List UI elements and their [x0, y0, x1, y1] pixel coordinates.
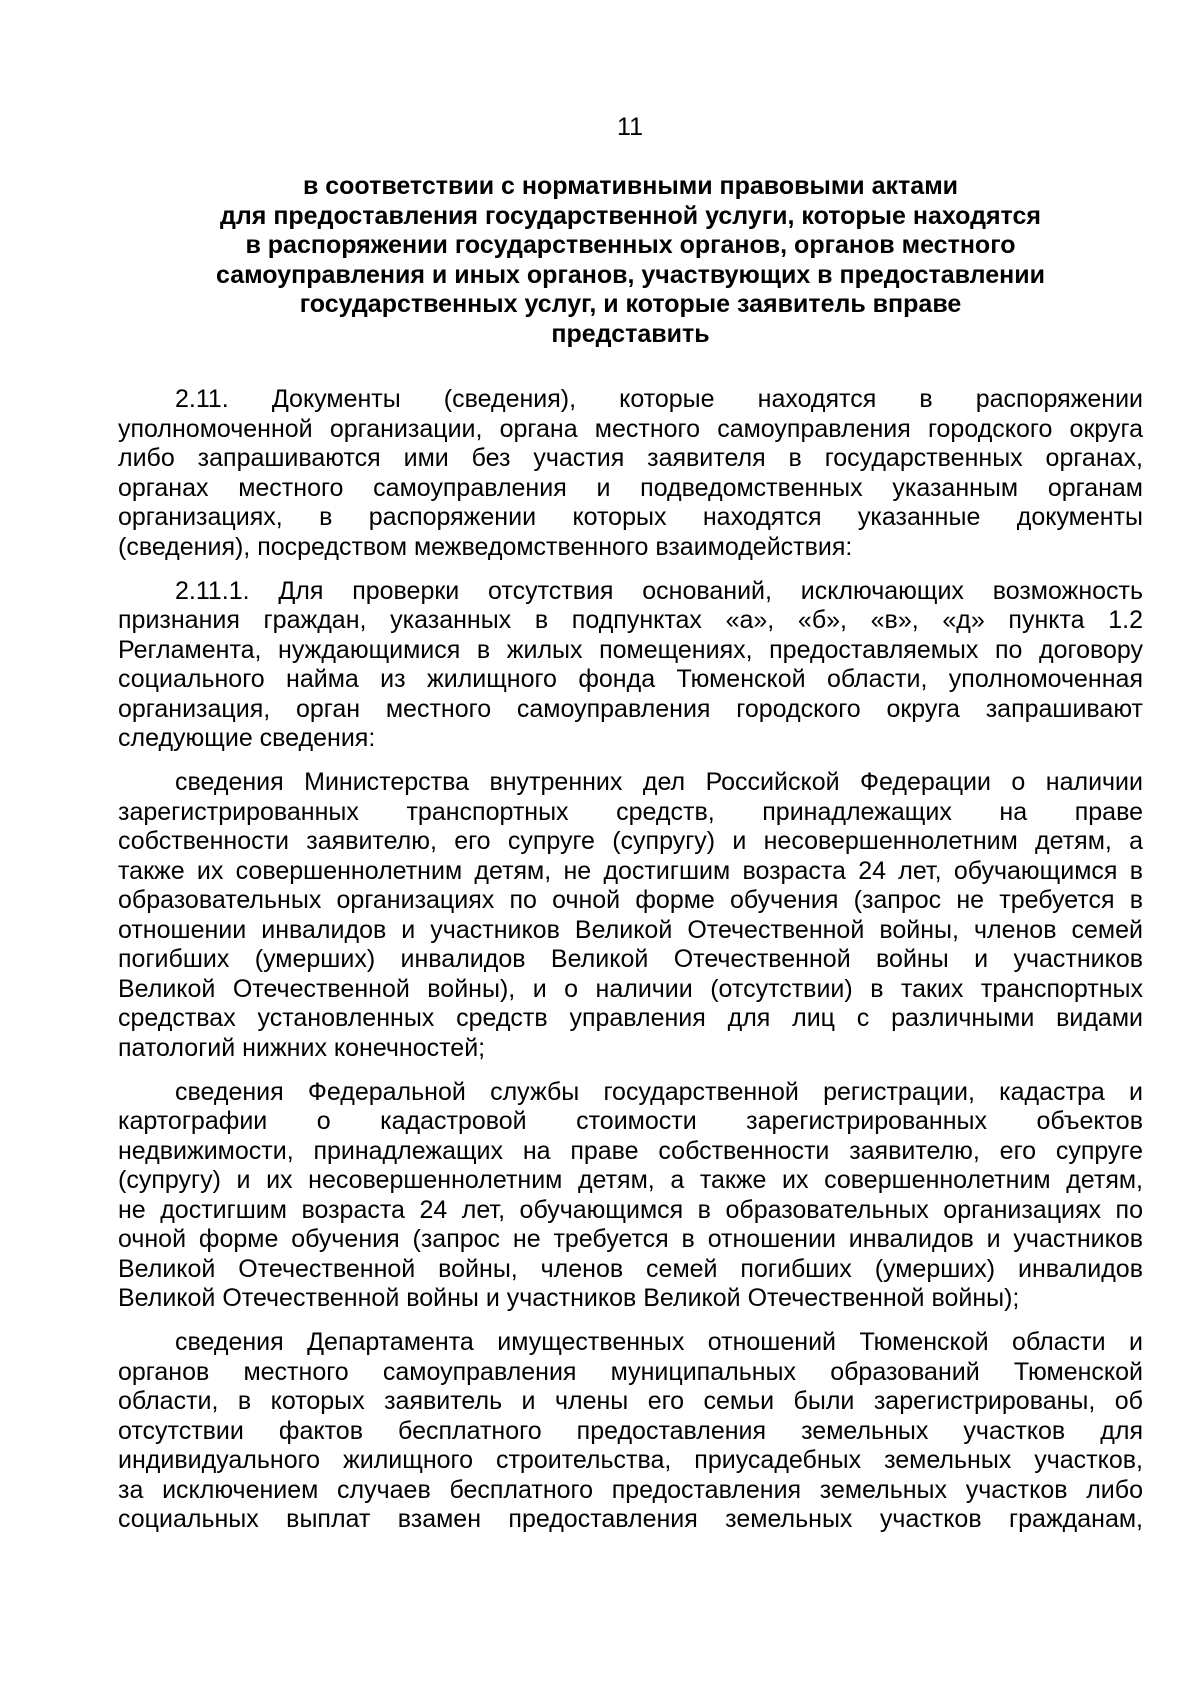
paragraph-line: Великой Отечественной войны, членов семей погибших (умерших) инвалидов	[118, 1254, 1143, 1283]
paragraph-line: организация, орган местного самоуправления городского округа запрашивают	[118, 694, 1143, 723]
paragraph-line: Великой Отечественной войны), и о наличии (отсутствии) в таких транспортных	[118, 974, 1143, 1003]
paragraph-line: за исключением случаев бесплатного предоставления земельных участков либо	[118, 1475, 1143, 1504]
paragraph	[118, 1078, 1143, 1314]
heading-line: представить	[551, 319, 710, 348]
paragraph-line: социальных выплат взамен предоставления земельных участков гражданам,	[118, 1505, 1143, 1533]
paragraph-line: недвижимости, принадлежащих на праве собственности заявителю, его супруге	[118, 1136, 1143, 1165]
paragraph-line: Регламента, нуждающимися в жилых помещениях, предоставляемых по договору	[118, 635, 1143, 664]
heading-line: самоуправления и иных органов, участвующих в предоставлении	[216, 260, 1045, 289]
paragraph-line: 2.11.1. Для проверки отсутствия оснований, исключающих возможность	[175, 576, 1143, 605]
paragraph-line: очной форме обучения (запрос не требуется в отношении инвалидов и участников	[118, 1225, 1143, 1253]
paragraph-line: зарегистрированных транспортных средств, принадлежащих на праве	[118, 797, 1143, 826]
paragraph-line: (супругу) и их несовершеннолетним детям, а также их совершеннолетним детям,	[118, 1166, 1143, 1194]
paragraph-line: собственности заявителю, его супруге (супругу) и несовершеннолетним детям, а	[118, 827, 1143, 855]
paragraph-line: средствах установленных средств управления для лиц с различными видами	[118, 1004, 1143, 1032]
paragraph-line: не достигшим возраста 24 лет, обучающимся в образовательных организациях по	[118, 1195, 1143, 1224]
paragraph-line: 2.11. Документы (сведения), которые находятся в распоряжении	[175, 385, 1143, 413]
paragraph-line: погибших (умерших) инвалидов Великой Отечественной войны и участников	[118, 945, 1143, 973]
paragraph-line: образовательных организациях по очной форме обучения (запрос не требуется в	[118, 886, 1143, 914]
paragraph-line: сведения Министерства внутренних дел Российской Федерации о наличии	[175, 768, 1143, 796]
paragraph-line: сведения Департамента имущественных отношений Тюменской области и	[175, 1328, 1143, 1356]
paragraph-line: отношении инвалидов и участников Великой Отечественной войны, членов семей	[118, 915, 1143, 944]
paragraph	[118, 577, 1143, 754]
paragraph-line: картографии о кадастровой стоимости зарегистрированных объектов	[118, 1107, 1143, 1135]
heading-line: в распоряжении государственных органов, органов местного	[245, 231, 1016, 259]
paragraph-line: индивидуального жилищного строительства, приусадебных земельных участков,	[118, 1446, 1143, 1474]
paragraph	[118, 385, 1143, 562]
paragraph-line: следующие сведения:	[118, 724, 376, 752]
paragraph-line: области, в которых заявитель и члены его семьи были зарегистрированы, об	[118, 1387, 1143, 1415]
paragraph-line: также их совершеннолетним детям, не достигшим возраста 24 лет, обучающимся в	[118, 856, 1143, 885]
paragraph-line: (сведения), посредством межведомственного взаимодействия:	[118, 532, 853, 561]
paragraph-line: патологий нижних конечностей;	[118, 1033, 486, 1062]
heading-line: государственных услуг, и которые заявитель вправе	[299, 290, 962, 318]
paragraph-line: сведения Федеральной службы государственной регистрации, кадастра и	[175, 1077, 1143, 1106]
paragraph-line: организациях, в распоряжении которых находятся указанные документы	[118, 503, 1143, 531]
page-number: 11	[617, 113, 643, 141]
paragraph-line: уполномоченной организации, органа местного самоуправления городского округа	[118, 414, 1143, 443]
paragraph-line: органах местного самоуправления и подведомственных указанным органам	[118, 473, 1143, 502]
section-heading	[118, 172, 1143, 349]
paragraph-line: Великой Отечественной войны и участников Великой Отечественной войны);	[118, 1284, 1020, 1312]
paragraph-line: признания граждан, указанных в подпунктах «а», «б», «в», «д» пункта 1.2	[118, 606, 1143, 634]
paragraph-line: либо запрашиваются ими без участия заявителя в государственных органах,	[118, 444, 1143, 472]
paragraph-line: органов местного самоуправления муниципальных образований Тюменской	[118, 1357, 1143, 1386]
paragraph-line: социального найма из жилищного фонда Тюменской области, уполномоченная	[118, 665, 1143, 693]
document-body	[118, 385, 1143, 1549]
heading-line: в соответствии с нормативными правовыми актами	[302, 172, 959, 200]
paragraph	[118, 1328, 1143, 1535]
heading-line: для предоставления государственной услуги, которые находятся	[220, 201, 1041, 230]
paragraph	[118, 768, 1143, 1063]
paragraph-line: отсутствии фактов бесплатного предоставления земельных участков для	[118, 1416, 1143, 1445]
